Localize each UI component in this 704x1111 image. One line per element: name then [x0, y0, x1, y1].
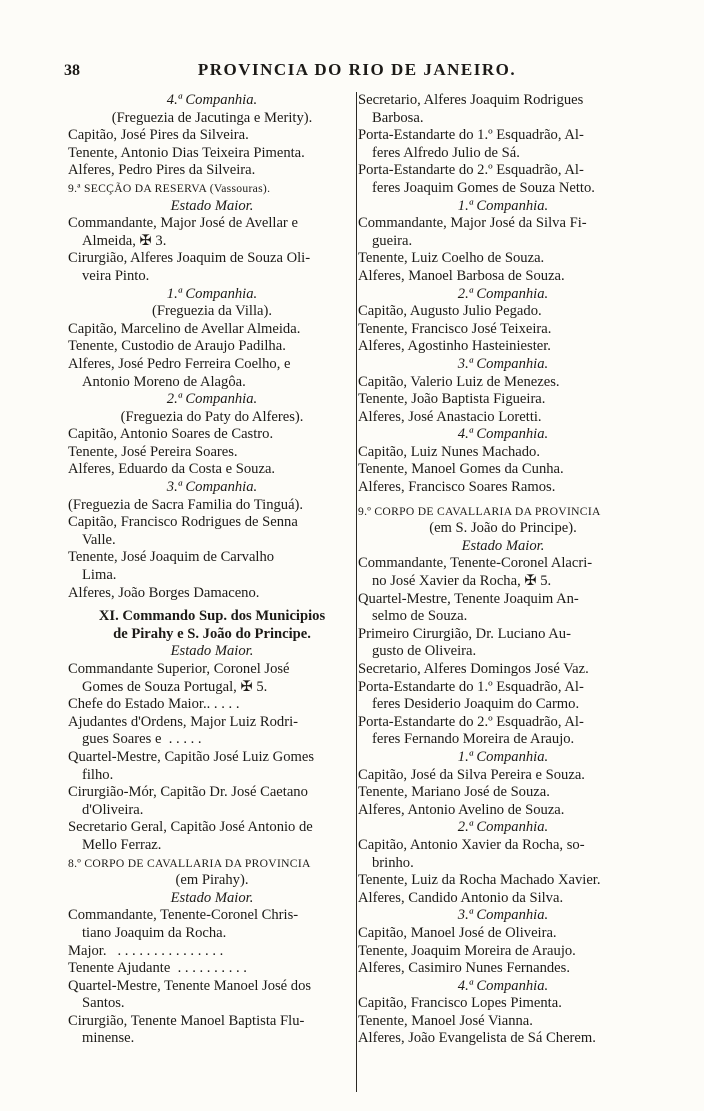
- parish-line: (Freguezia de Jacutinga e Merity).: [111, 109, 313, 126]
- roster-line: Alferes, Eduardo da Costa e Souza.: [68, 461, 276, 478]
- roster-line: Alferes, José Anastacio Loretti.: [358, 408, 542, 425]
- roster-line-cont: gueira.: [372, 232, 413, 249]
- roster-line-cont: feres Fernando Moreira de Araujo.: [372, 731, 575, 748]
- roster-line-cont: Mello Ferraz.: [82, 836, 162, 853]
- roster-line: Alferes, Pedro Pires da Silveira.: [68, 162, 256, 179]
- roster-line: Tenente, Mariano José de Souza.: [358, 784, 550, 801]
- roster-line-cont: gues Soares e . . . . .: [82, 731, 202, 748]
- roster-line-cont: minense.: [82, 1030, 135, 1047]
- roster-line: Tenente, José Joaquim de Carvalho: [68, 549, 275, 566]
- section-heading: 9.ª SECÇÃO DA RESERVA (Vassouras).: [68, 181, 271, 195]
- staff-heading: Estado Maior.: [461, 537, 545, 554]
- roster-line: Capitão, Francisco Rodrigues de Senna: [68, 514, 298, 531]
- roster-line-cont: filho.: [82, 766, 114, 783]
- roster-line: Alferes, João Evangelista de Sá Cherem.: [358, 1030, 596, 1047]
- location-line: (em S. João do Principe).: [429, 520, 577, 537]
- roster-line-cont: Valle.: [82, 531, 116, 548]
- parish-line: (Freguezia do Paty do Alferes).: [120, 408, 304, 425]
- roster-line-cont: feres Alfredo Julio de Sá.: [372, 144, 520, 161]
- roster-line: Alferes, Agostinho Hasteiniester.: [358, 338, 551, 355]
- roster-line: Porta-Estandarte do 2.º Esquadrão, Al-: [358, 713, 584, 730]
- roster-line: Alferes, João Borges Damaceno.: [68, 584, 260, 601]
- roster-line-cont: Barbosa.: [372, 109, 424, 126]
- roster-line-cont: veira Pinto.: [82, 267, 150, 284]
- roster-line: Commandante, Tenente-Coronel Chris-: [68, 907, 299, 924]
- company-heading: 1.ª Companhia.: [457, 197, 549, 214]
- roster-line-cont: no José Xavier da Rocha, ✠ 5.: [372, 573, 552, 590]
- right-column: [358, 92, 648, 1048]
- roster-line: Secretario Geral, Capitão José Antonio de: [68, 819, 313, 836]
- roster-line: Cirurgião, Tenente Manoel Baptista Flu-: [68, 1012, 305, 1029]
- staff-heading: Estado Maior.: [170, 197, 254, 214]
- roster-line: Capitão, Valerio Luiz de Menezes.: [358, 373, 560, 390]
- roster-line: Alferes, Francisco Soares Ramos.: [358, 479, 556, 496]
- company-heading: 4.ª Companhia.: [166, 92, 258, 108]
- roster-line: Alferes, Manoel Barbosa de Souza.: [358, 267, 565, 284]
- roster-line: Quartel-Mestre, Capitão José Luiz Gomes: [68, 748, 314, 765]
- roster-line: Capitão, Antonio Xavier da Rocha, so-: [358, 836, 585, 853]
- roster-line: Alferes, Casimiro Nunes Fernandes.: [358, 960, 570, 977]
- roster-line: Tenente, João Baptista Figueira.: [358, 391, 546, 408]
- roster-line-cont: Lima.: [82, 567, 117, 584]
- roster-line: Capitão, Manoel José de Oliveira.: [358, 924, 557, 941]
- company-heading: 3.ª Companhia.: [457, 355, 549, 372]
- roster-line: Alferes, Antonio Avelino de Souza.: [358, 801, 565, 818]
- command-heading: XI. Commando Sup. dos Municipios: [98, 608, 326, 625]
- roster-line: Porta-Estandarte do 2.º Esquadrão, Al-: [358, 162, 584, 179]
- roster-line: Tenente Ajudante . . . . . . . . . .: [68, 960, 247, 977]
- page-header: [64, 60, 650, 86]
- roster-line: Tenente, Manoel José Vianna.: [358, 1012, 533, 1029]
- corps-heading: 9.º CORPO DE CAVALLARIA DA PROVINCIA: [358, 504, 601, 518]
- left-column: [68, 92, 356, 1048]
- roster-line-cont: brinho.: [372, 854, 414, 871]
- company-heading: 2.ª Companhia.: [457, 285, 549, 302]
- company-heading: 3.ª Companhia.: [457, 907, 549, 924]
- corps-heading: 8.º CORPO DE CAVALLARIA DA PROVINCIA: [68, 856, 311, 870]
- roster-line: Tenente, Antonio Dias Teixeira Pimenta.: [68, 144, 305, 161]
- roster-line: Tenente, Luiz da Rocha Machado Xavier.: [358, 872, 601, 889]
- page-number: 38: [64, 62, 80, 79]
- roster-line: Capitão, Francisco Lopes Pimenta.: [358, 995, 562, 1012]
- roster-line: Commandante, Major José de Avellar e: [68, 215, 298, 232]
- roster-line: Capitão, José da Silva Pereira e Souza.: [358, 766, 585, 783]
- roster-line-cont: tiano Joaquim da Rocha.: [82, 924, 227, 941]
- roster-line: Secretario, Alferes Domingos José Vaz.: [358, 661, 589, 677]
- roster-line: Chefe do Estado Maior. . . . . .: [68, 696, 240, 713]
- roster-line: Quartel-Mestre, Tenente Manoel José dos: [68, 977, 312, 994]
- company-heading: 1.ª Companhia.: [166, 285, 258, 302]
- roster-line: Secretario, Alferes Joaquim Rodrigues: [358, 92, 584, 108]
- roster-line: Cirurgião-Mór, Capitão Dr. José Caetano: [68, 784, 308, 801]
- company-heading: 4.ª Companhia.: [457, 977, 549, 994]
- staff-heading: Estado Maior.: [170, 889, 254, 906]
- roster-line-cont: gusto de Oliveira.: [372, 643, 477, 660]
- roster-line-cont: feres Joaquim Gomes de Souza Netto.: [372, 179, 595, 196]
- roster-line: Capitão, Antonio Soares de Castro.: [68, 426, 274, 443]
- roster-line: Tenente, Custodio de Araujo Padilha.: [68, 338, 286, 355]
- roster-line: Tenente, Luiz Coelho de Souza.: [358, 250, 545, 267]
- roster-line: Porta-Estandarte do 1.º Esquadrão, Al-: [358, 127, 584, 144]
- roster-line-cont: feres Desiderio Joaquim do Carmo.: [372, 696, 580, 713]
- company-heading: 1.ª Companhia.: [457, 748, 549, 765]
- roster-line-cont: selmo de Souza.: [372, 608, 468, 625]
- command-heading: de Pirahy e S. João do Principe.: [113, 625, 311, 642]
- roster-line-cont: Santos.: [82, 995, 125, 1012]
- roster-line: Major. . . . . . . . . . . . . . . .: [68, 942, 224, 959]
- roster-line-cont: Almeida, ✠ 3.: [82, 232, 167, 249]
- company-heading: 2.ª Companhia.: [457, 819, 549, 836]
- roster-line-cont: d'Oliveira.: [82, 801, 144, 818]
- roster-line: Capitão, Marcelino de Avellar Almeida.: [68, 320, 301, 337]
- roster-line: Alferes, José Pedro Ferreira Coelho, e: [68, 355, 291, 372]
- roster-line: Commandante, Major José da Silva Fi-: [358, 215, 587, 232]
- parish-line: (Freguezia de Sacra Familia do Tinguá).: [68, 496, 304, 513]
- roster-line: Alferes, Candido Antonio da Silva.: [358, 889, 564, 906]
- roster-line-cont: Gomes de Souza Portugal, ✠ 5.: [82, 678, 268, 695]
- roster-line: Tenente, Joaquim Moreira de Araujo.: [358, 942, 576, 959]
- roster-line: Capitão, José Pires da Silveira.: [68, 127, 249, 144]
- company-heading: 3.ª Companhia.: [166, 479, 258, 496]
- roster-line: Tenente, Francisco José Teixeira.: [358, 320, 552, 337]
- roster-line: Primeiro Cirurgião, Dr. Luciano Au-: [358, 625, 571, 642]
- roster-line: Cirurgião, Alferes Joaquim de Souza Oli-: [68, 250, 311, 267]
- roster-line: Tenente, José Pereira Soares.: [68, 443, 238, 460]
- page-title: PROVINCIA DO RIO DE JANEIRO.: [197, 60, 517, 79]
- roster-line: Ajudantes d'Ordens, Major Luiz Rodri-: [68, 713, 299, 730]
- company-heading: 4.ª Companhia.: [457, 426, 549, 443]
- roster-line: Capitão, Augusto Julio Pegado.: [358, 303, 542, 320]
- roster-line-cont: Antonio Moreno de Alagôa.: [82, 373, 246, 390]
- company-heading: 2.ª Companhia.: [166, 391, 258, 408]
- parish-line: (Freguezia da Villa).: [151, 303, 272, 320]
- roster-line: Capitão, Luiz Nunes Machado.: [358, 443, 540, 460]
- roster-line: Porta-Estandarte do 1.º Esquadrão, Al-: [358, 678, 584, 695]
- roster-line: Tenente, Manoel Gomes da Cunha.: [358, 461, 564, 478]
- location-line: (em Pirahy).: [175, 872, 249, 889]
- roster-line: Commandante Superior, Coronel José: [68, 661, 290, 677]
- staff-heading: Estado Maior.: [170, 643, 254, 660]
- roster-line: Quartel-Mestre, Tenente Joaquim An-: [358, 590, 579, 607]
- column-divider: [356, 92, 357, 1092]
- roster-line: Commandante, Tenente-Coronel Alacri-: [358, 555, 593, 572]
